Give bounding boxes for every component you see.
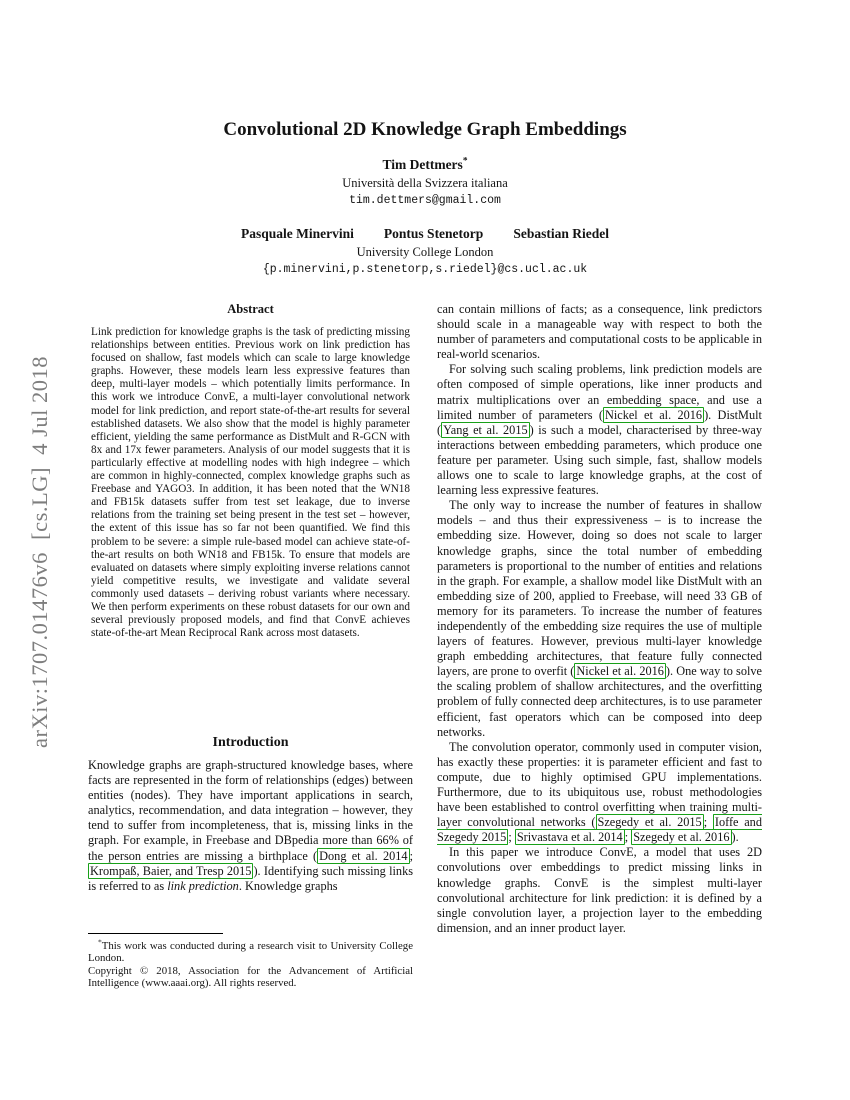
author-name: Pontus Stenetorp xyxy=(383,226,484,241)
author-footnote-mark: * xyxy=(462,156,468,167)
body-paragraph: can contain millions of facts; as a consequence, link predictors should scale in a manageable way with respect to both the number of parameters and computational costs to be applicable in real-world scenarios. xyxy=(437,302,762,362)
abstract-heading: Abstract xyxy=(227,302,274,316)
introduction-section xyxy=(88,735,413,894)
author-affiliation-first: Università della Svizzera italiana xyxy=(342,176,508,190)
footnote-thanks: *This work was conducted during a research visit to University College London. xyxy=(88,937,413,965)
author-affiliation-group: University College London xyxy=(356,245,494,259)
paper-title: Convolutional 2D Knowledge Graph Embeddings xyxy=(223,119,627,140)
right-column xyxy=(437,302,762,936)
citation-link[interactable]: Nickel et al. 2016 xyxy=(576,664,664,679)
left-column xyxy=(88,302,413,990)
author-name-row xyxy=(88,226,762,242)
introduction-heading: Introduction xyxy=(212,735,289,750)
author-name: Pasquale Minervini xyxy=(241,226,354,241)
body-paragraph: In this paper we introduce ConvE, a model that uses 2D convolutions over embeddings to predict missing links in knowledge graphs. ConvE is the simplest multi-layer convolutional architecture for link prediction: it is defined by a single convolution layer, a projection layer to the embedding dimension, and an inner product layer. xyxy=(437,845,762,935)
author-name-text: Tim Dettmers xyxy=(382,157,463,172)
author-name-first xyxy=(88,157,762,173)
footnote-rule xyxy=(88,933,223,934)
citation-link[interactable]: Szegedy et al. 2016 xyxy=(633,830,730,845)
author-block-first xyxy=(88,157,762,207)
body-paragraph: The convolution operator, commonly used in computer vision, has exactly these properties: it is parameter efficient and fast to compute, due to highly optimised GPU implementations. Furthermore, due to its ubiquitous use, robust methodologies have been established to control overfitting when training multi-layer convolutional networks ( Szegedy et al. 2015 ; Ioffe and Szegedy 2015 ; Srivastava et al. 2014 ; Szegedy et al. 2016 ). xyxy=(437,739,762,845)
citation-link[interactable]: Dong et al. 2014 xyxy=(319,848,408,863)
citation-link[interactable]: Yang et al. 2015 xyxy=(443,422,528,437)
citation-link[interactable]: Nickel et al. 2016 xyxy=(604,407,703,422)
author-name: Sebastian Riedel xyxy=(513,226,609,241)
author-email-first: tim.dettmers@gmail.com xyxy=(349,194,501,207)
introduction-paragraph: Knowledge graphs are graph-structured knowledge bases, where facts are represented in the form of relationships (edges) between entities (nodes). They have important applications in search, analytics, recommendation, and data integration – however, they tend to suffer from incompleteness, that is, missing links in the graph. For example, in Freebase and DBpedia more than 66% of the person entries are missing a birthplace ( Dong et al. 2014 ; Krompaß, Baier, and Tresp 2015 ). Identifying such missing links is referred to as link prediction. Knowledge graphs xyxy=(88,758,414,893)
body-paragraph: The only way to increase the number of features in shallow models – and thus their expressiveness – is to increase the embedding size. However, doing so does not scale to larger knowledge graphs, since the total number of embedding parameters is proportional to the number of entities and relations in the graph. For example, a shallow model like DistMult with an embedding size of 200, applied to Freebase, will need 33 GB of memory for its parameters. To increase the number of features independently of the embedding size requires the use of multiple layers of features. However, previous multi-layer knowledge graph embedding architectures, that feature fully connected layers, are prone to overfit ( Nickel et al. 2016 ). One way to solve the scaling problem of shallow architectures, and the overfitting problem of fully connected deep architectures, is to use parameter efficient, fast operators which can be composed into deep networks. xyxy=(437,498,762,739)
paper-header xyxy=(88,119,762,276)
citation-link[interactable]: Ioffe and Szegedy 2015 xyxy=(437,815,762,845)
author-email-group: {p.minervini,p.stenetorp,s.riedel}@cs.ucl.ac.uk xyxy=(262,263,588,276)
citation-link[interactable]: Krompaß, Baier, and Tresp 2015 xyxy=(90,863,252,878)
arxiv-watermark: arXiv:1707.01476v6 [cs.LG] 4 Jul 2018 xyxy=(27,356,52,748)
abstract-text: Link prediction for knowledge graphs is the task of predicting missing relationships between entities. Previous work on link prediction has focused on shallow, fast models which can scale to large knowledge graphs. However, these models learn less expressive features than deep, multi-layer models – which potentially limits performance. In this work we introduce ConvE, a multi-layer convolutional network model for link prediction, and report state-of-the-art results for several established datasets. We also show that the model is highly parameter efficient, yielding the same performance as DistMult and R-GCN with 8x and 17x fewer parameters. Analysis of our model suggests that it is particularly effective at modelling nodes with high indegree – which are common in highly-connected, complex knowledge graphs such as Freebase and YAGO3. In addition, it has been noted that the WN18 and FB15k datasets suffer from test set leakage, due to inverse relations from the training set being present in the test set – however, the extent of this issue has so far not been quantified. We find this problem to be severe: a simple rule-based model can achieve state-of-the-art results on both WN18 and FB15k. To ensure that models are evaluated on datasets where simply exploiting inverse relations cannot yield competitive results, we investigate and validate several commonly used datasets – deriving robust variants where necessary. We then perform experiments on these robust datasets for our own and several previously proposed models, and find that ConvE achieves state-of-the-art Mean Reciprocal Rank across most datasets. xyxy=(91,326,410,640)
citation-link[interactable]: Srivastava et al. 2014 xyxy=(516,830,623,845)
footnote-copyright: Copyright © 2018, Association for the Advancement of Artificial Intelligence (www.aaai.org). All rights reserved. xyxy=(88,964,413,990)
footnote-block xyxy=(88,933,413,990)
body-paragraph: For solving such scaling problems, link prediction models are often composed of simple operations, like inner products and matrix multiplications over an embedding space, and use a limited number of parameters ( Nickel et al. 2016 ). DistMult ( Yang et al. 2015 ) is such a model, characterised by three-way interactions between embedding parameters, which produce one feature per parameter. Using such simple, fast, shallow models allows one to scale to large knowledge graphs, at the cost of learning less expressive features. xyxy=(437,362,762,498)
author-block-group xyxy=(88,226,762,276)
citation-link[interactable]: Szegedy et al. 2015 xyxy=(597,815,702,830)
